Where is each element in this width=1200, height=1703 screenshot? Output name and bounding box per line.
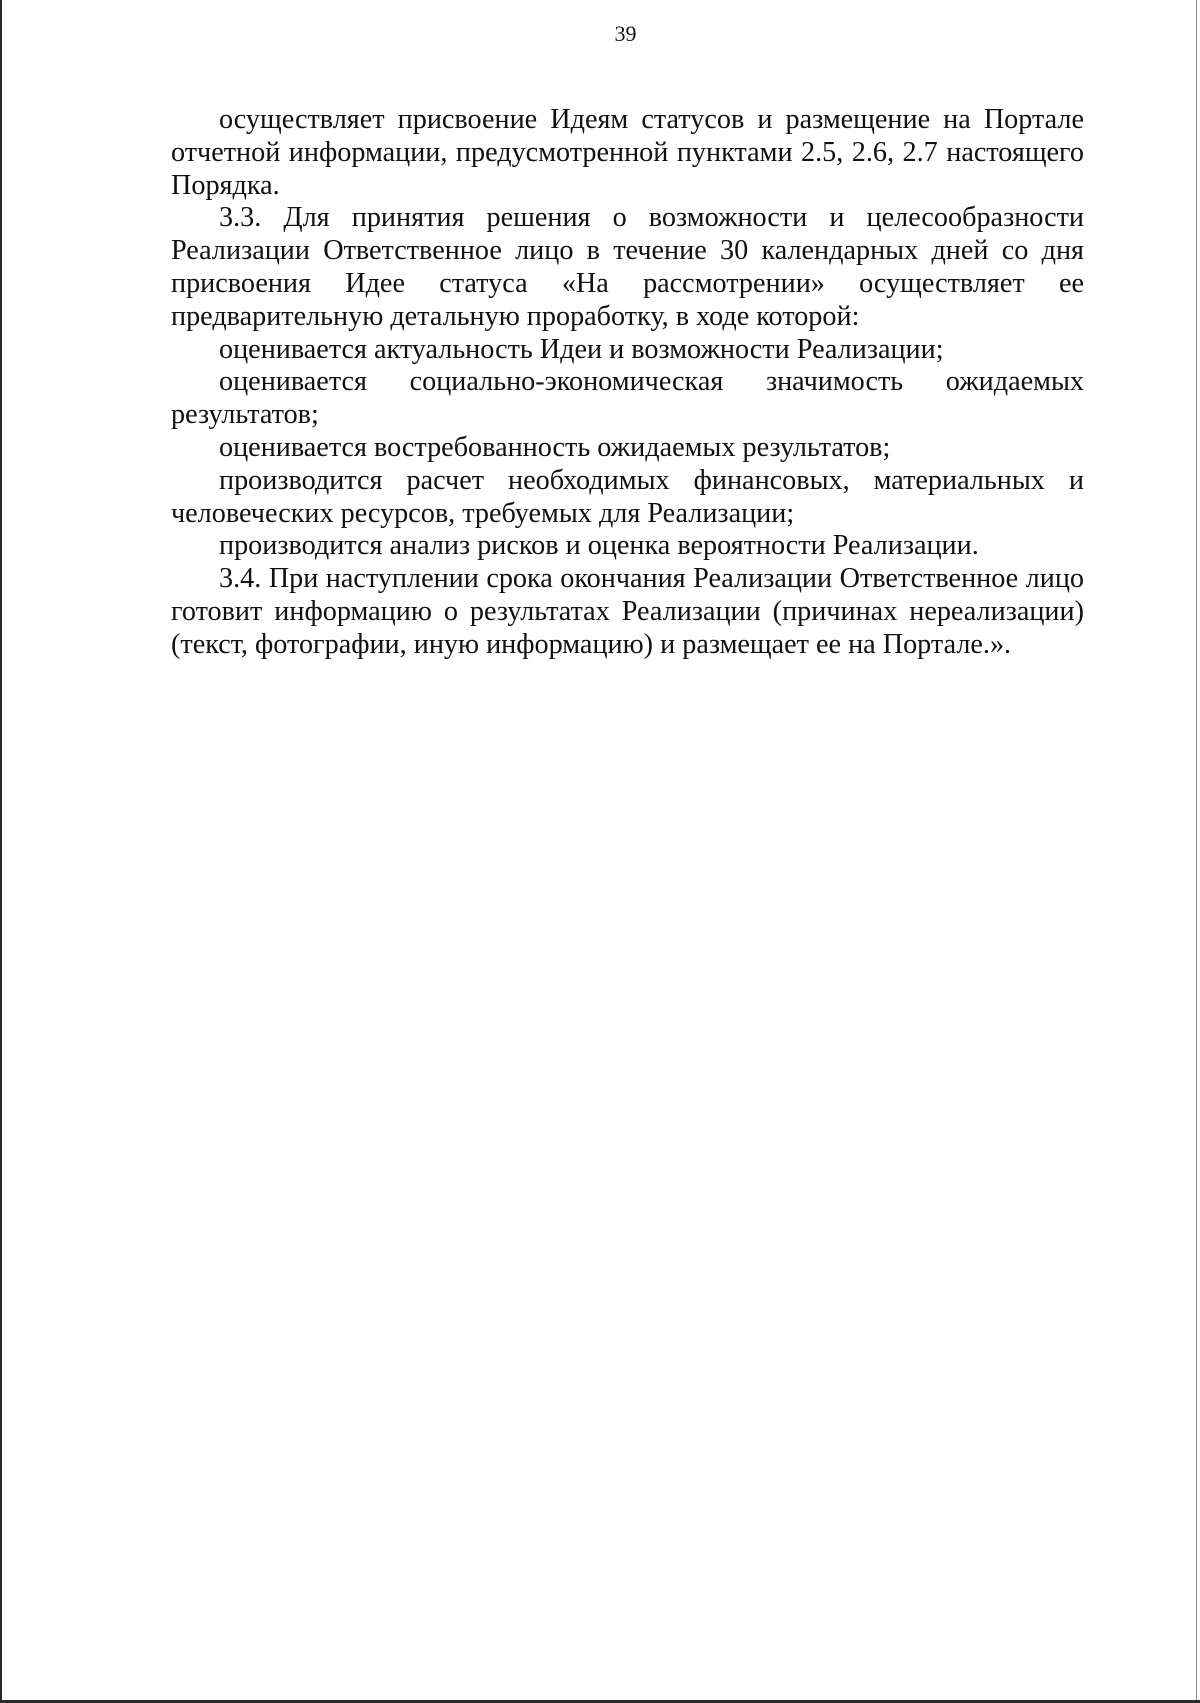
- scan-edge-left: [0, 0, 2, 1703]
- page-number: 39: [614, 21, 637, 46]
- paragraph-3-3: 3.3. Для принятия решения о возможности и целесообразности Реализации Ответственное лицо в течение 30 календарных дней со дня присвоения Идее статуса «На рассмотрении» осуществляет ее предварительную детальную проработку, в ходе которой:: [171, 202, 1084, 332]
- list-item-demand: оценивается востребованность ожидаемых результатов;: [219, 431, 891, 463]
- paragraph-3-4: 3.4. При наступлении срока окончания Реализации Ответственное лицо готовит информацию о результатах Реализации (причинах нереализации) (текст, фотографии, иную информацию) и размещает ее на Портале.».: [171, 563, 1084, 660]
- list-item-relevance: оценивается актуальность Идеи и возможности Реализации;: [219, 333, 944, 365]
- scan-edge-right: [1196, 0, 1197, 1703]
- list-item-significance: оценивается социально-экономическая значимость ожидаемых результатов;: [171, 366, 1084, 431]
- list-item-risks: производится анализ рисков и оценка вероятности Реализации.: [219, 530, 979, 562]
- list-item-resources: производится расчет необходимых финансовых, материальных и человеческих ресурсов, требуемых для Реализации;: [171, 464, 1084, 529]
- document-body: [171, 104, 1084, 662]
- paragraph-continuation: осуществляет присвоение Идеям статусов и размещение на Портале отчетной информации, предусмотренной пунктами 2.5, 2.6, 2.7 настоящего Порядка.: [171, 104, 1084, 201]
